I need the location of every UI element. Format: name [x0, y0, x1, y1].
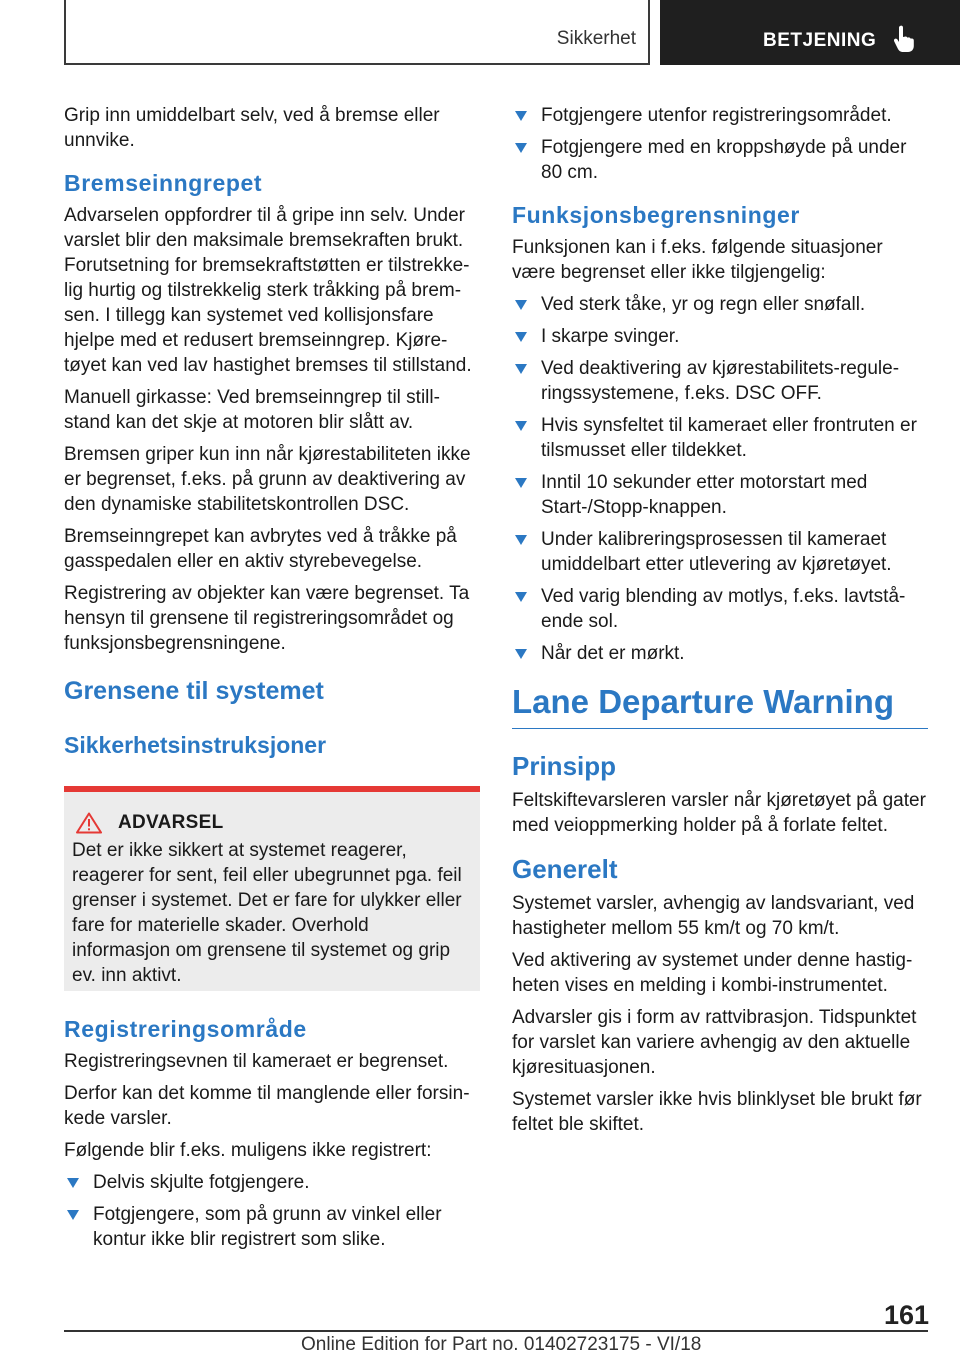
list-item: [512, 413, 928, 463]
paragraph: Derfor kan det komme til manglende eller forsinkede varsler.: [64, 1083, 470, 1129]
warning-text: Det er ikke sikkert at systemet reagerer, reagerer for sent, feil eller ubegrunnet pga. feil grenser i systemet. Det er fare for ulykker eller fare for materielle skader. Overhold informasjon om grensene til systemet og grip ev. inn aktivt.: [72, 840, 462, 986]
list-item-text: Fotgjengere med en kroppshøyde på under 80 cm.: [541, 137, 907, 183]
list-item: [512, 527, 928, 577]
intro-text: Grip inn umiddelbart selv, ved å bremse eller unnvike.: [64, 105, 440, 151]
triangle-bullet-icon: [515, 535, 527, 545]
right-column: [512, 103, 928, 1144]
limits-heading: Grensene til systemet: [64, 677, 324, 705]
list-item-text: Under kalibreringsprosessen til kameraet umiddelbart etter utlevering av kjøretøyet.: [541, 529, 892, 575]
triangle-bullet-icon: [67, 1178, 79, 1188]
header-section-tab: [64, 0, 650, 65]
paragraph: Ved aktivering av systemet under denne hastigheten vises en melding i kombi-instrumentet.: [512, 950, 913, 996]
triangle-bullet-icon: [515, 364, 527, 374]
list-item: [512, 470, 928, 520]
paragraph: Systemet varsler ikke hvis blinklyset ble brukt før feltet ble skiftet.: [512, 1089, 922, 1135]
func-intro: Funksjonen kan i f.eks. følgende situasjoner være begrenset eller ikke tilgjengelig:: [512, 237, 883, 283]
func-list: [512, 292, 928, 666]
list-item: [512, 103, 928, 128]
left-column: [64, 103, 480, 1259]
list-item-text: Ved deaktivering av kjørestabilitets-reguleringssystemene, f.eks. DSC OFF.: [541, 358, 900, 404]
section-title: Sikkerhet: [556, 28, 636, 49]
list-item: [512, 292, 928, 317]
list-item: [64, 1170, 480, 1195]
list-item: [512, 641, 928, 666]
paragraph: Bremseinngrepet kan avbrytes ved å tråkke på gasspedalen eller en aktiv styrebevegelse.: [64, 526, 457, 572]
list-item: [512, 356, 928, 406]
paragraph: Systemet varsler, avhengig av landsvariant, ved hastigheter mellom 55 km/t og 70 km/t.: [512, 893, 915, 939]
triangle-bullet-icon: [515, 300, 527, 310]
paragraph: Advarselen oppfordrer til å gripe inn selv. Under varslet blir den maksimale bremsekraften brukt. Forutsetning for bremsekraftstøtten er tilstrekkelig hurtig og tilstrekkelig sterk tråkking på bremsen. I tillegg kan systemet ved kollisjonsfare hjelpe med et redusert bremseinngrep. Kjøretøyet kan ved lav hastighet bremses til stillstand.: [64, 205, 472, 376]
warning-header: [76, 812, 466, 834]
triangle-bullet-icon: [515, 111, 527, 121]
list-item-text: Fotgjengere, som på grunn av vinkel eller kontur ikke blir registrert som slike.: [93, 1204, 442, 1250]
warning-triangle-icon: [76, 812, 102, 834]
page-number: 161: [884, 1300, 930, 1330]
area-list: [64, 1170, 480, 1252]
triangle-bullet-icon: [515, 332, 527, 342]
list-item: [64, 1202, 480, 1252]
chapter-title: BETJENING: [763, 30, 877, 51]
warning-title: ADVARSEL: [118, 812, 224, 833]
list-item-text: Ved varig blending av motlys, f.eks. lavtstående sol.: [541, 586, 906, 632]
footer-edition: Online Edition for Part no. 01402723175 - VI/18: [301, 1334, 702, 1355]
paragraph: Manuell girkasse: Ved bremseinngrep til stillstand kan det skje at motoren blir slått av.: [64, 387, 440, 433]
area-list-continued: [512, 103, 928, 185]
safety-heading: Sikkerhetsinstruksjoner: [64, 732, 327, 758]
chapter-heading: Lane Departure Warning: [512, 682, 928, 729]
list-item-text: Hvis synsfeltet til kameraet eller frontruten er tilsmusset eller tildekket.: [541, 415, 917, 461]
paragraph: Følgende blir f.eks. muligens ikke registrert:: [64, 1140, 432, 1161]
area-heading: Registreringsområde: [64, 1016, 307, 1042]
list-item: [512, 135, 928, 185]
principle-heading: Prinsipp: [512, 751, 617, 781]
list-item: [512, 584, 928, 634]
triangle-bullet-icon: [515, 143, 527, 153]
list-item-text: Ved sterk tåke, yr og regn eller snøfall.: [541, 294, 866, 315]
paragraph: Registrering av objekter kan være begrenset. Ta hensyn til grensene til registreringsområdet og funksjonsbegrensningene.: [64, 583, 470, 654]
list-item-text: Når det er mørkt.: [541, 643, 685, 664]
triangle-bullet-icon: [515, 592, 527, 602]
paragraph: Registreringsevnen til kameraet er begrenset.: [64, 1051, 449, 1072]
warning-box: [64, 786, 480, 991]
header-chapter-tab: [660, 0, 960, 65]
func-heading: Funksjonsbegrensninger: [512, 202, 800, 228]
brake-heading: Bremseinngrepet: [64, 170, 263, 196]
pointing-hand-icon: [892, 24, 916, 54]
list-item: [512, 324, 928, 349]
triangle-bullet-icon: [515, 649, 527, 659]
list-item-text: I skarpe svinger.: [541, 326, 680, 347]
paragraph: Advarsler gis i form av rattvibrasjon. Tidspunktet for varslet kan variere avhengig av den aktuelle kjøresituasjonen.: [512, 1007, 917, 1078]
general-heading: Generelt: [512, 854, 618, 884]
footer-divider: [64, 1330, 928, 1332]
triangle-bullet-icon: [515, 478, 527, 488]
list-item-text: Inntil 10 sekunder etter motorstart med Start-/Stopp-knappen.: [541, 472, 868, 518]
list-item-text: Fotgjengere utenfor registreringsområdet.: [541, 105, 892, 126]
paragraph: Bremsen griper kun inn når kjørestabiliteten ikke er begrenset, f.eks. på grunn av deaktivering av den dynamiske stabilitetskontrollen DSC.: [64, 444, 471, 515]
triangle-bullet-icon: [67, 1210, 79, 1220]
list-item-text: Delvis skjulte fotgjengere.: [93, 1172, 310, 1193]
triangle-bullet-icon: [515, 421, 527, 431]
principle-text: Feltskiftevarsleren varsler når kjøretøyet på gater med veioppmerking holder på å forlate feltet.: [512, 790, 926, 836]
